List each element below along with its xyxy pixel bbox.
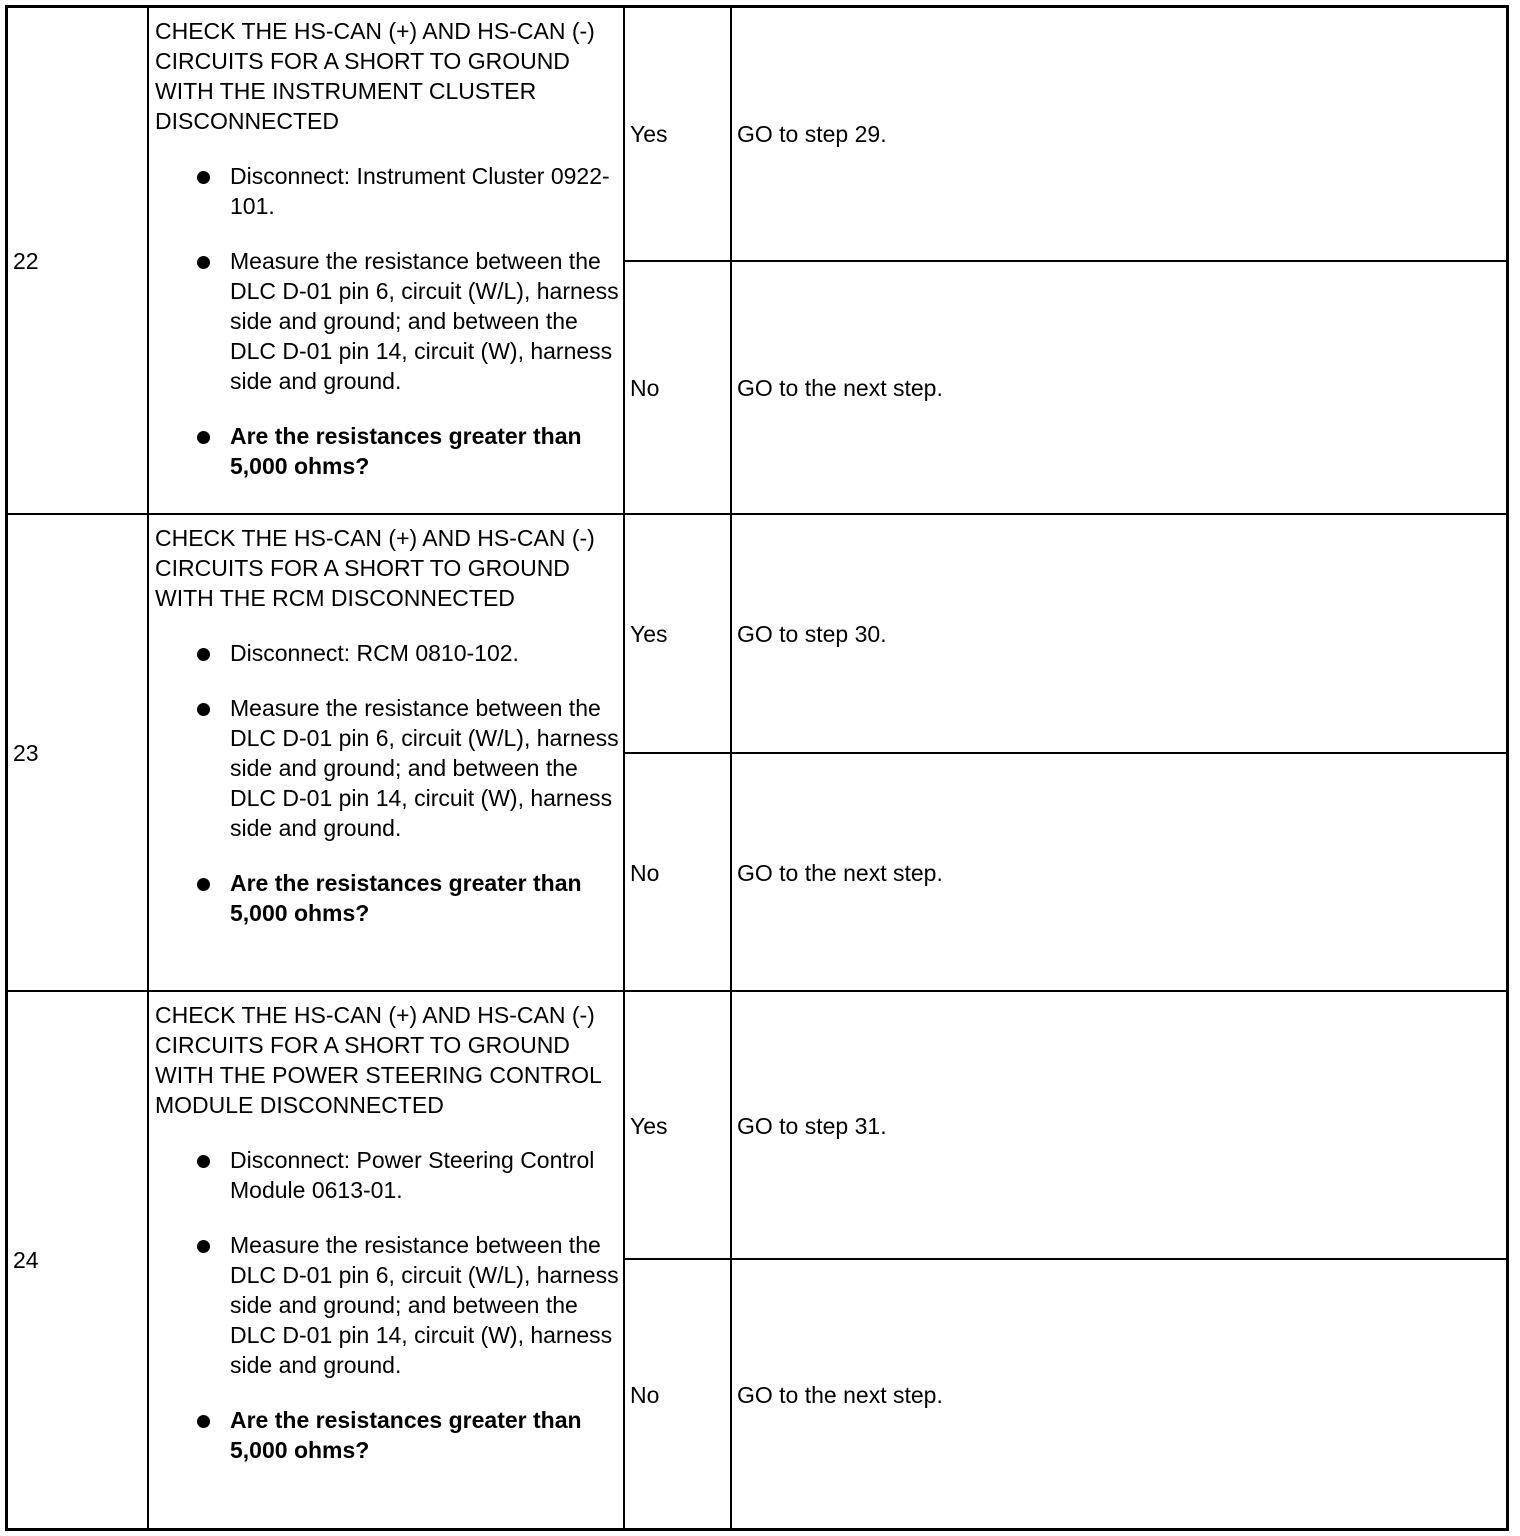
bullet-text: Measure the resistance between the DLC D-01 pin 6, circuit (W/L), harness side and ground; and between the DLC D-01 pin 14, circuit (W), harness side and ground. xyxy=(230,1232,619,1378)
bullet-question: Are the resistances greater than 5,000 ohms? xyxy=(230,870,582,926)
yes-result: GO to step 29. xyxy=(737,121,887,147)
table-row xyxy=(8,515,1506,990)
step-title: CHECK THE HS-CAN (+) AND HS-CAN (-) CIRCUITS FOR A SHORT TO GROUND WITH THE INSTRUMENT CLUSTER DISCONNECTED xyxy=(155,18,595,134)
list-item xyxy=(155,1405,625,1465)
bullet-dot-icon xyxy=(197,703,210,716)
list-item xyxy=(155,161,625,221)
bullet-text: Measure the resistance between the DLC D-01 pin 6, circuit (W/L), harness side and ground; and between the DLC D-01 pin 14, circuit (W), harness side and ground. xyxy=(230,248,619,394)
bullet-dot-icon xyxy=(197,171,210,184)
list-item xyxy=(155,246,625,396)
bullet-list xyxy=(155,1145,625,1465)
step-title: CHECK THE HS-CAN (+) AND HS-CAN (-) CIRCUITS FOR A SHORT TO GROUND WITH THE RCM DISCONNECTED xyxy=(155,525,595,611)
bullet-text: Disconnect: Power Steering Control Module 0613-01. xyxy=(230,1147,595,1203)
bullet-dot-icon xyxy=(197,431,210,444)
bullet-list xyxy=(155,161,625,481)
action-cell xyxy=(155,994,625,1465)
step-title: CHECK THE HS-CAN (+) AND HS-CAN (-) CIRCUITS FOR A SHORT TO GROUND WITH THE POWER STEERING CONTROL MODULE DISCONNECTED xyxy=(155,1002,601,1118)
table-row xyxy=(8,992,1506,1528)
bullet-text: Measure the resistance between the DLC D-01 pin 6, circuit (W/L), harness side and ground; and between the DLC D-01 pin 14, circuit (W), harness side and ground. xyxy=(230,695,619,841)
step-number: 23 xyxy=(13,740,39,766)
bullet-text: Disconnect: RCM 0810-102. xyxy=(230,640,519,666)
action-cell xyxy=(155,517,625,928)
no-result: GO to the next step. xyxy=(737,375,943,401)
step-number: 24 xyxy=(13,1247,39,1273)
yes-result: GO to step 31. xyxy=(737,1113,887,1139)
yes-label: Yes xyxy=(630,621,668,647)
yes-label: Yes xyxy=(630,1113,668,1139)
bullet-list xyxy=(155,638,625,928)
list-item xyxy=(155,693,625,843)
bullet-question: Are the resistances greater than 5,000 ohms? xyxy=(230,423,582,479)
yes-label: Yes xyxy=(630,121,668,147)
list-item xyxy=(155,421,625,481)
bullet-dot-icon xyxy=(197,1415,210,1428)
diagnostic-table xyxy=(5,5,1509,1531)
bullet-dot-icon xyxy=(197,878,210,891)
bullet-dot-icon xyxy=(197,1155,210,1168)
list-item xyxy=(155,638,625,668)
no-label: No xyxy=(630,1382,660,1408)
list-item xyxy=(155,1145,625,1205)
bullet-dot-icon xyxy=(197,1240,210,1253)
no-result: GO to the next step. xyxy=(737,1382,943,1408)
bullet-text: Disconnect: Instrument Cluster 0922-101. xyxy=(230,163,610,219)
no-label: No xyxy=(630,375,660,401)
list-item xyxy=(155,868,625,928)
bullet-dot-icon xyxy=(197,648,210,661)
step-number: 22 xyxy=(13,248,39,274)
action-cell xyxy=(155,10,625,481)
bullet-dot-icon xyxy=(197,256,210,269)
list-item xyxy=(155,1230,625,1380)
no-result: GO to the next step. xyxy=(737,860,943,886)
bullet-question: Are the resistances greater than 5,000 ohms? xyxy=(230,1407,582,1463)
table-row xyxy=(8,8,1506,513)
no-label: No xyxy=(630,860,660,886)
yes-result: GO to step 30. xyxy=(737,621,887,647)
